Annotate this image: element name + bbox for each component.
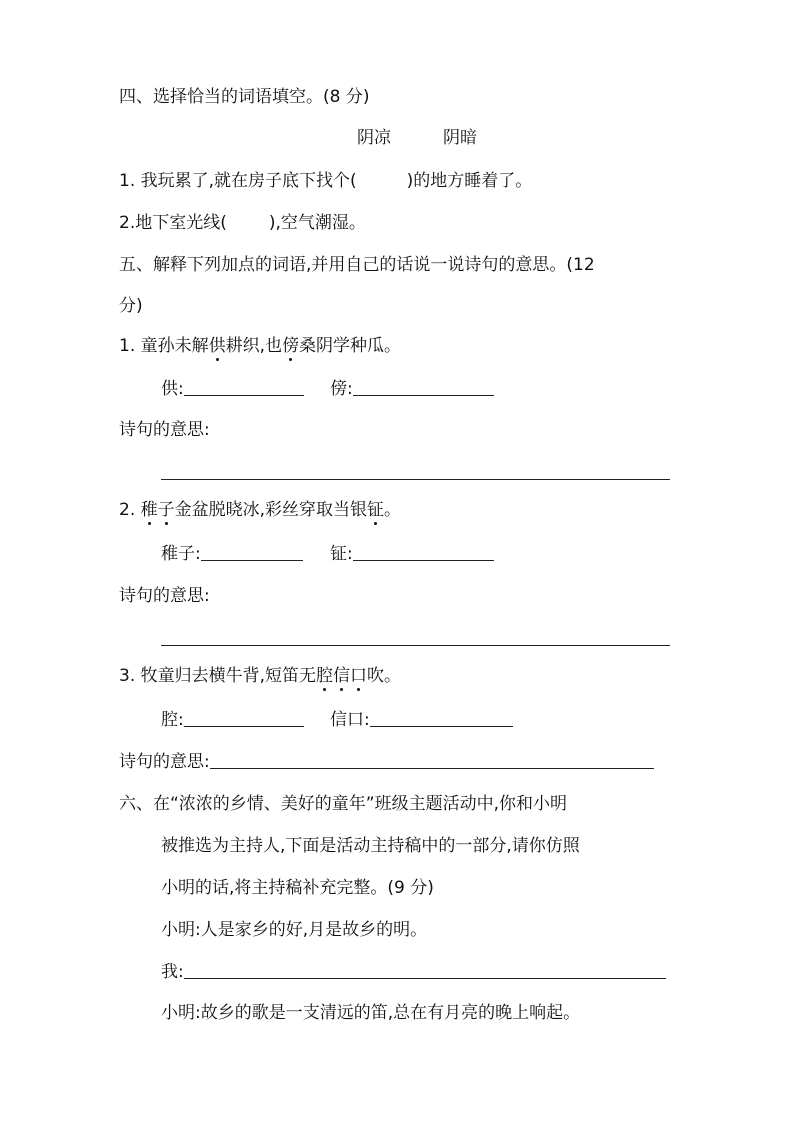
poem3-dotted-qiang: 腔 — [316, 666, 334, 686]
poem1-part3: 桑阴学种瓜。 — [299, 336, 402, 356]
poem2-label-zheng: 钲: — [330, 544, 353, 564]
poem1-answer-gong[interactable] — [184, 379, 304, 396]
poem2-part2: 。 — [384, 500, 402, 520]
poem1-meaning-label: 诗句的意思: — [119, 420, 210, 440]
section6-title-line1: 六、在“浓浓的乡情、美好的童年”班级主题活动中,你和小明 — [119, 794, 568, 814]
section6-title-line3: 小明的话,将主持稿补充完整。(9 分) — [161, 878, 434, 898]
question-4-2 — [119, 213, 366, 233]
poem-1-line — [119, 336, 401, 356]
poem1-label-bang: 傍: — [330, 379, 353, 399]
poem1-answer-bang[interactable] — [353, 379, 494, 396]
poem3-answer-xinkou[interactable] — [370, 710, 513, 727]
poem2-answer-zheng[interactable] — [353, 544, 494, 561]
question-4-1 — [119, 171, 532, 191]
poem3-meaning-row — [119, 752, 654, 772]
poem3-label-qiang: 腔: — [161, 710, 184, 730]
section5-title-line1: 五、解释下列加点的词语,并用自己的话说一说诗句的意思。(12 — [119, 255, 595, 275]
q2-text-after: ),空气潮湿。 — [268, 213, 366, 233]
poem2-part1: 金盆脱晓冰,彩丝穿取当银 — [174, 500, 368, 520]
poem2-number: 2. — [119, 500, 141, 520]
poem2-word-zhizi-row — [161, 544, 303, 564]
poem2-answer-zhizi[interactable] — [201, 544, 303, 561]
xiaoming-line-1: 小明:人是家乡的好,月是故乡的明。 — [161, 920, 428, 940]
poem1-part2: 耕织,也 — [225, 336, 283, 356]
section6-title-line2: 被推选为主持人,下面是活动主持稿中的一部分,请你仿照 — [161, 836, 580, 856]
poem3-meaning-answer-line[interactable] — [210, 752, 654, 769]
poem3-word-xinkou-row — [330, 710, 513, 730]
poem1-label-gong: 供: — [161, 379, 184, 399]
poem2-meaning-label: 诗句的意思: — [119, 586, 210, 606]
poem-2-line — [119, 500, 401, 520]
me-answer-row — [161, 962, 666, 982]
poem1-word-gong-row — [161, 379, 304, 399]
poem1-meaning-answer-line[interactable] — [161, 479, 670, 480]
poem1-word-bang-row — [330, 379, 494, 399]
poem2-dotted-zhi: 稚 — [140, 500, 158, 520]
poem3-answer-qiang[interactable] — [184, 710, 304, 727]
poem1-dotted-bang: 傍 — [282, 336, 300, 356]
poem3-word-qiang-row — [161, 710, 304, 730]
word-option-yinan: 阴暗 — [443, 128, 477, 148]
poem2-word-zheng-row — [330, 544, 494, 564]
poem2-dotted-zi: 子 — [157, 500, 175, 520]
me-label: 我: — [161, 962, 184, 982]
poem3-part1: 牧童归去横牛背,短笛无 — [140, 666, 317, 686]
me-answer-line[interactable] — [184, 962, 666, 979]
q1-text-before: 1. 我玩累了,就在房子底下找个( — [119, 171, 357, 191]
poem3-dotted-kou: 口 — [350, 666, 368, 686]
poem3-number: 3. — [119, 666, 141, 686]
poem1-number: 1. — [119, 336, 141, 356]
xiaoming-line-2: 小明:故乡的歌是一支清远的笛,总在有月亮的晚上响起。 — [161, 1003, 581, 1023]
poem-3-line — [119, 666, 401, 686]
poem1-dotted-gong: 供 — [208, 336, 226, 356]
poem2-label-zhizi: 稚子: — [161, 544, 201, 564]
poem3-label-xinkou: 信口: — [330, 710, 370, 730]
section4-title: 四、选择恰当的词语填空。(8 分) — [119, 87, 370, 107]
word-option-yinliang: 阴凉 — [357, 128, 391, 148]
q2-text-before: 2.地下室光线( — [119, 213, 227, 233]
poem2-meaning-answer-line[interactable] — [161, 645, 670, 646]
section5-title-line2: 分) — [119, 296, 143, 316]
q1-text-after: )的地方睡着了。 — [406, 171, 533, 191]
poem3-part2: 吹。 — [367, 666, 402, 686]
poem3-meaning-label: 诗句的意思: — [119, 752, 210, 772]
poem2-dotted-zheng: 钲 — [367, 500, 385, 520]
poem3-dotted-xin: 信 — [333, 666, 351, 686]
poem1-part1: 童孙未解 — [140, 336, 209, 356]
